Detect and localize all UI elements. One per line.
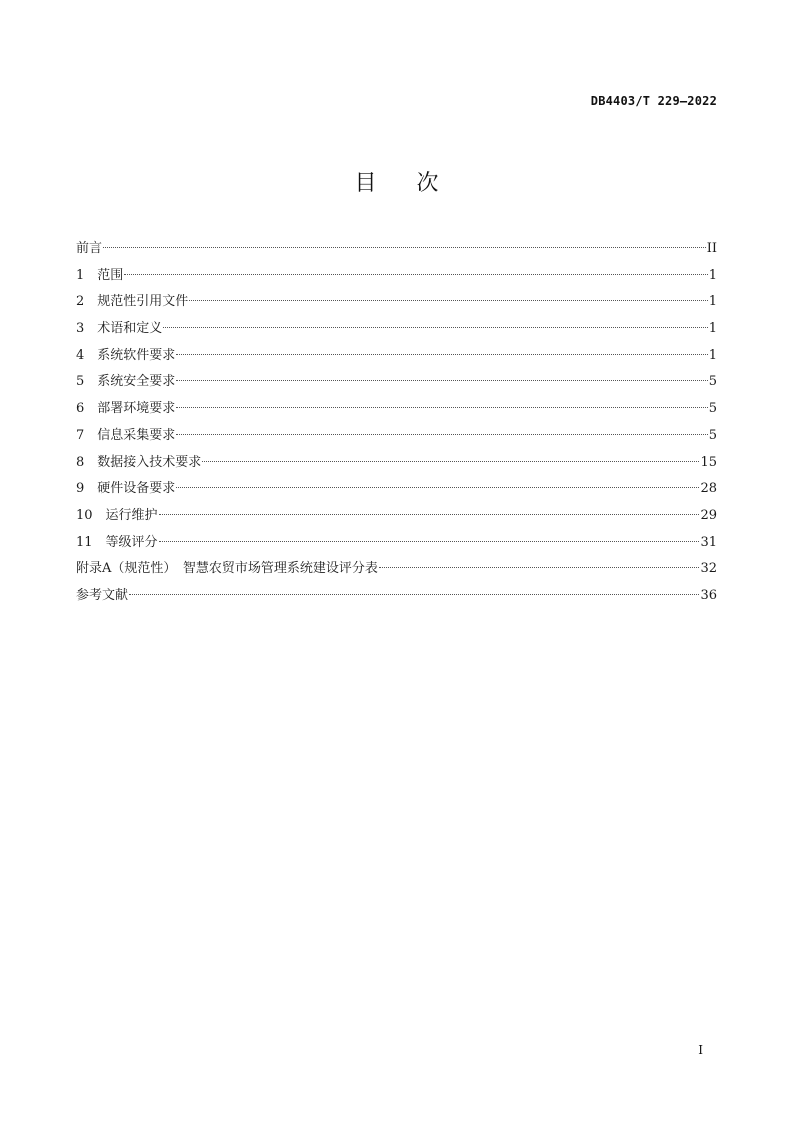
toc-entry-appendix-a[interactable] [76,559,717,586]
toc-entry-grade-scoring[interactable] [76,533,717,560]
toc-entry-scope[interactable] [76,266,717,293]
toc-entry-page: 15 [700,454,717,470]
toc-leader-dots [163,327,707,328]
toc-entry-page: 29 [700,507,717,523]
document-code: DB4403/T 229—2022 [590,94,717,108]
toc-entry-hardware[interactable] [76,479,717,506]
page-number: I [698,1043,703,1057]
toc-entry-label: 附录A（规范性） 智慧农贸市场管理系统建设评分表 [76,561,378,577]
toc-entry-information-collection[interactable] [76,426,717,453]
toc-entry-label: 参考文献 [76,587,129,603]
toc-entry-page: 28 [700,481,717,497]
toc-entry-page: 36 [700,587,717,603]
toc-entry-page: 1 [708,347,717,363]
toc-entry-label: 11 等级评分 [76,534,158,550]
toc-entry-foreword[interactable] [76,239,717,266]
toc-leader-dots [176,434,707,435]
toc-leader-dots [159,541,700,542]
toc-leader-dots [379,567,700,568]
toc-list [76,239,717,613]
toc-entry-terms-definitions[interactable] [76,319,717,346]
toc-entry-page: 1 [708,267,717,283]
toc-entry-label: 1 范围 [76,267,124,283]
toc-entry-system-software[interactable] [76,346,717,373]
toc-entry-data-access[interactable] [76,453,717,480]
toc-entry-page: 1 [708,294,717,310]
toc-leader-dots [176,354,707,355]
toc-entry-page: 5 [708,427,717,443]
toc-entry-page: 31 [700,534,717,550]
toc-entry-label: 2 规范性引用文件 [76,294,189,310]
toc-leader-dots [103,247,706,248]
toc-entry-label: 4 系统软件要求 [76,347,176,363]
toc-leader-dots [189,300,707,301]
toc-title: 目次 [354,171,479,196]
toc-leader-dots [176,380,707,381]
toc-entry-deployment-environment[interactable] [76,399,717,426]
toc-entry-operation-maintenance[interactable] [76,506,717,533]
toc-leader-dots [176,487,699,488]
toc-entry-page: 32 [700,561,717,577]
toc-entry-normative-references[interactable] [76,292,717,319]
toc-leader-dots [202,461,699,462]
toc-entry-bibliography[interactable] [76,586,717,613]
toc-leader-dots [124,274,707,275]
toc-entry-system-security[interactable] [76,372,717,399]
toc-leader-dots [129,594,699,595]
toc-entry-label: 3 术语和定义 [76,321,163,337]
toc-entry-label: 9 硬件设备要求 [76,481,176,497]
toc-entry-page: II [706,241,717,256]
toc-entry-label: 前言 [76,241,103,256]
toc-entry-label: 7 信息采集要求 [76,427,176,443]
toc-entry-page: 1 [708,321,717,337]
toc-entry-label: 8 数据接入技术要求 [76,454,202,470]
toc-entry-page: 5 [708,401,717,417]
toc-entry-label: 10 运行维护 [76,507,158,523]
toc-leader-dots [159,514,700,515]
toc-entry-label: 6 部署环境要求 [76,401,176,417]
toc-entry-page: 5 [708,374,717,390]
toc-leader-dots [176,407,707,408]
toc-entry-label: 5 系统安全要求 [76,374,176,390]
